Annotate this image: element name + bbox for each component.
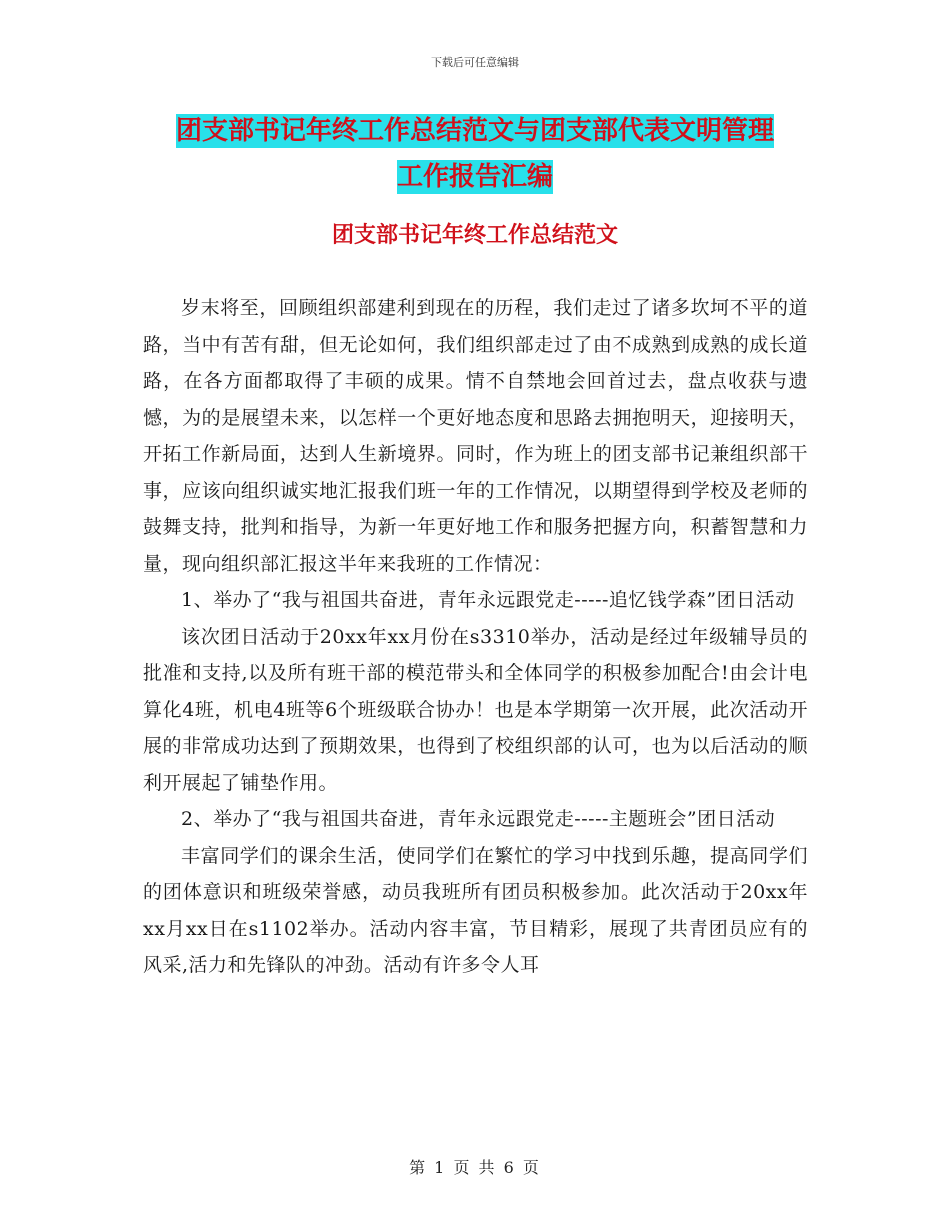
document-title-line1: 团支部书记年终工作总结范文与团支部代表文明管理 bbox=[175, 116, 774, 146]
paragraph: 2、举办了“我与祖国共奋进，青年永远跟党走-----主题班会”团日活动 bbox=[181, 808, 776, 830]
paragraph: 该次团日活动于20xx年xx月份在s3310举办，活动是经过年级辅导员的批准和支持,以及所有班干部的模范带头和全体同学的积极参加配合!由会计电算化4班，机电4班等6个班级联合协办！也是本学期第一次开展，此次活动开展的非常成功达到了预期效果，也得到了校组织部的认可，也为以后活动的顺利开展起了铺垫作用。 bbox=[143, 625, 808, 794]
paragraph: 丰富同学们的课余生活，使同学们在繁忙的学习中找到乐趣，提高同学们的团体意识和班级荣誉感，动员我班所有团员积极参加。此次活动于20xx年xx月xx日在s1102举办。活动内容丰富，节目精彩，展现了共青团员应有的风采,活力和先锋队的冲劲。活动有许多令人耳 bbox=[143, 844, 808, 976]
page-footer: 第 1 页 共 6 页 bbox=[409, 1158, 541, 1177]
document-title-line2: 工作报告汇编 bbox=[396, 162, 553, 192]
header-note: 下载后可任意编辑 bbox=[431, 56, 519, 69]
document-body bbox=[143, 290, 808, 984]
paragraph: 岁末将至，回顾组织部建利到现在的历程，我们走过了诸多坎坷不平的道路，当中有苦有甜，但无论如何，我们组织部走过了由不成熟到成熟的成长道路，在各方面都取得了丰硕的成果。情不自禁地会回首过去，盘点收获与遗憾，为的是展望未来，以怎样一个更好地态度和思路去拥抱明天，迎接明天，开拓工作新局面，达到人生新境界。同时，作为班上的团支部书记兼组织部干事，应该向组织诚实地汇报我们班一年的工作情况，以期望得到学校及老师的鼓舞支持，批判和指导，为新一年更好地工作和服务把握方向，积蓄智慧和力量，现向组织部汇报这半年来我班的工作情况： bbox=[143, 297, 808, 575]
paragraph: 1、举办了“我与祖国共奋进，青年永远跟党走-----追忆钱学森”团日活动 bbox=[181, 589, 795, 611]
section-title: 团支部书记年终工作总结范文 bbox=[331, 223, 618, 248]
document-title bbox=[120, 108, 830, 200]
